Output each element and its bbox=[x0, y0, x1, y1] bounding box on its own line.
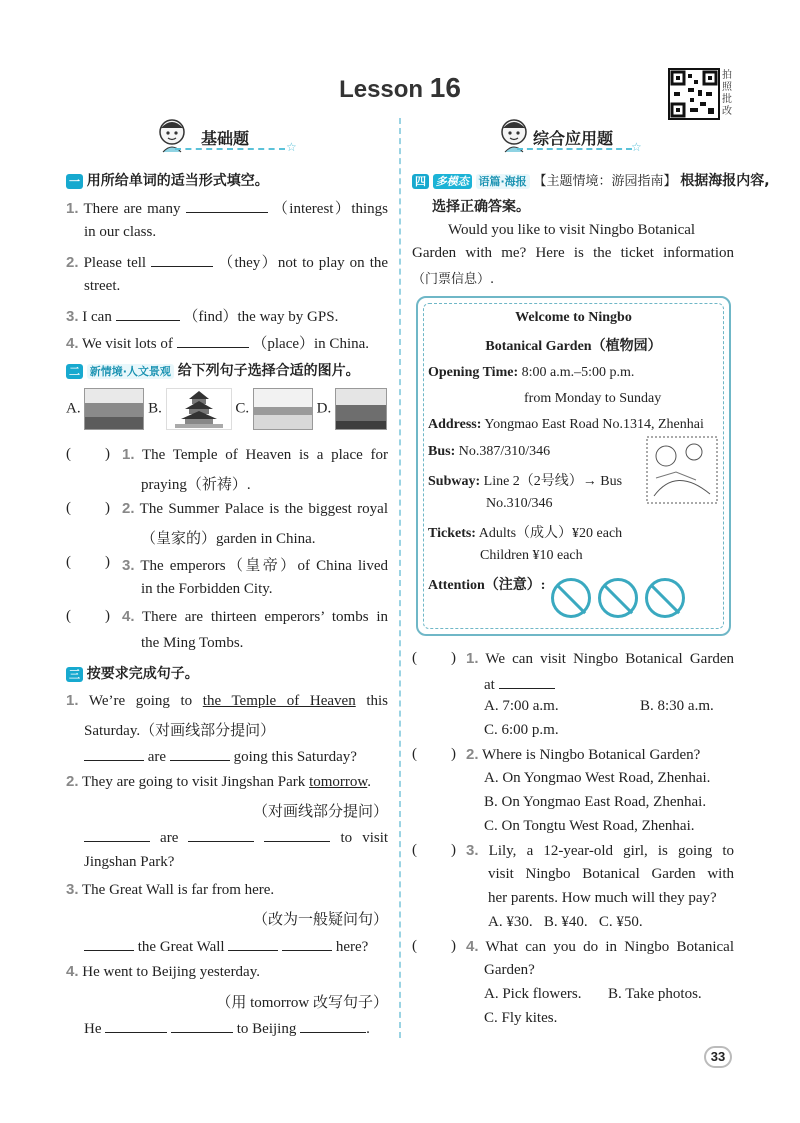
p2-q3-line1 bbox=[122, 554, 388, 575]
bracket-open: ( bbox=[66, 608, 71, 624]
part4-tag: 多模态 bbox=[433, 174, 472, 189]
p1-q2-line1 bbox=[66, 251, 388, 272]
part1-badge: 一 bbox=[66, 174, 83, 189]
section-title-basic: 基础题 bbox=[201, 129, 250, 148]
answer-blank[interactable] bbox=[499, 674, 555, 689]
p2-q3-bracket[interactable] bbox=[66, 554, 110, 571]
part4-instruction-line2 bbox=[432, 196, 530, 216]
p3-q3-line2 bbox=[253, 908, 388, 929]
p2-q2-line2: （皇家的）garden in China. bbox=[141, 531, 316, 547]
q-number: 2. bbox=[66, 254, 79, 271]
q-text: Lily, a 12-year-old girl, is going to bbox=[488, 843, 734, 859]
star-icon: ☆ bbox=[286, 140, 297, 154]
intro-text: （门票信息）. bbox=[412, 272, 495, 287]
p3-q1-line1 bbox=[66, 692, 388, 710]
p2-q1-bracket[interactable] bbox=[66, 446, 110, 463]
q-text: （find）the way by GPS. bbox=[183, 309, 339, 325]
p2-q4-line2: the Ming Tombs. bbox=[141, 635, 244, 651]
part2-instr-text: 给下列句子选择合适的图片。 bbox=[177, 363, 360, 379]
answer-blank[interactable] bbox=[282, 936, 332, 951]
q-text: the Great Wall bbox=[137, 939, 225, 955]
answer-blank[interactable] bbox=[84, 746, 144, 761]
bracket-close: ) bbox=[105, 608, 110, 624]
q-text: . bbox=[367, 774, 371, 790]
p2-q2-bracket[interactable] bbox=[66, 500, 110, 517]
bracket-close: ) bbox=[105, 500, 110, 516]
q-number: 1. bbox=[122, 446, 135, 463]
picture-options bbox=[66, 388, 387, 430]
part3-badge: 三 bbox=[66, 667, 83, 682]
poster-title-text: Welcome to Ningbo bbox=[515, 310, 632, 325]
answer-blank[interactable] bbox=[264, 827, 330, 842]
part4-badge: 四 bbox=[412, 174, 429, 189]
r-q1-line2 bbox=[484, 674, 555, 694]
answer-blank[interactable] bbox=[188, 827, 254, 842]
bracket-close: ) bbox=[105, 554, 110, 570]
lesson-number: 16 bbox=[429, 72, 461, 103]
answer-blank[interactable] bbox=[84, 936, 134, 951]
part1-instruction bbox=[66, 170, 269, 190]
underlined-phrase: tomorrow bbox=[309, 774, 368, 790]
p1-q2-line2: street. bbox=[84, 278, 121, 294]
section-title-comprehensive: 综合应用题 bbox=[533, 129, 614, 148]
q-number: 4. bbox=[66, 963, 79, 980]
attention bbox=[428, 574, 545, 594]
p2-q1-line2: praying（祈祷）. bbox=[141, 477, 251, 493]
intro-line2: Garden with me? Here is the ticket information bbox=[412, 245, 734, 261]
r-q4-opt-b[interactable]: B. Take photos. bbox=[608, 986, 702, 1002]
answer-blank[interactable] bbox=[105, 1018, 167, 1033]
q-text: There are many bbox=[83, 201, 181, 217]
subway bbox=[428, 470, 622, 490]
bracket-close: ) bbox=[451, 938, 456, 954]
q-number: 1. bbox=[66, 692, 79, 709]
field-label: Subway: bbox=[428, 474, 481, 489]
answer-blank[interactable] bbox=[170, 746, 230, 761]
r-q2-opt-b[interactable]: B. On Yongmao East Road, Zhenhai. bbox=[484, 794, 707, 810]
opening-time bbox=[428, 365, 634, 381]
r-q4-bracket[interactable] bbox=[412, 938, 456, 955]
r-q3-line1 bbox=[466, 842, 734, 860]
p2-q2-line1 bbox=[122, 500, 388, 518]
part4-tag2: 语篇·海报 bbox=[476, 174, 530, 189]
bracket-open: ( bbox=[412, 938, 417, 954]
p3-q2-line1 bbox=[66, 773, 371, 791]
page-number: 33 bbox=[704, 1046, 732, 1068]
q-text: are bbox=[160, 830, 179, 846]
p3-q1-line2 bbox=[84, 719, 275, 740]
p1-q3 bbox=[66, 305, 338, 326]
r-q2-opt-c[interactable]: C. On Tongtu West Road, Zhenhai. bbox=[484, 818, 695, 834]
r-q1-bracket[interactable] bbox=[412, 650, 456, 667]
q-text: （interest）things bbox=[272, 201, 389, 217]
part4-instruction bbox=[412, 170, 770, 190]
tickets bbox=[428, 522, 622, 542]
bracket-open: ( bbox=[412, 842, 417, 858]
p2-q3-line2: in the Forbidden City. bbox=[141, 581, 273, 597]
q-number: 4. bbox=[66, 335, 79, 352]
p1-q1-line2: in our class. bbox=[84, 224, 157, 240]
poster-title-2 bbox=[418, 335, 729, 355]
ticket-poster bbox=[416, 296, 731, 636]
part4-instr-text2: 选择正确答案。 bbox=[432, 199, 530, 215]
r-q3-line2: visit Ningbo Botanical Garden with bbox=[488, 866, 734, 882]
basic-section-header bbox=[155, 118, 300, 158]
underlined-phrase: the Temple of Heaven bbox=[202, 693, 356, 709]
r-q2-line1 bbox=[466, 746, 700, 764]
bracket-close: ) bbox=[451, 842, 456, 858]
bracket-open: ( bbox=[66, 446, 71, 462]
q-number: 3. bbox=[66, 881, 79, 898]
bracket-open: ( bbox=[412, 650, 417, 666]
q-text: What can you do in Ningbo Botanical bbox=[485, 939, 735, 955]
poster-title-1 bbox=[418, 310, 729, 326]
r-q1-opt-a[interactable]: A. 7:00 a.m. bbox=[484, 698, 559, 714]
field-value: 8:00 a.m.–5:00 p.m. bbox=[521, 365, 635, 380]
q-text: The Temple of Heaven is a place for bbox=[141, 447, 388, 463]
no-plant-damage-sign-icon bbox=[645, 578, 685, 618]
r-q1-opt-b[interactable]: B. 8:30 a.m. bbox=[640, 698, 714, 714]
part3-instr-text: 按要求完成句子。 bbox=[86, 666, 199, 682]
answer-blank[interactable] bbox=[84, 827, 150, 842]
section-underline bbox=[175, 148, 285, 150]
poster-title-text: Botanical Garden（植物园） bbox=[485, 339, 662, 354]
q-text: this bbox=[366, 693, 389, 709]
q-number: 2. bbox=[466, 746, 479, 763]
scene-label: 【主题情境：游园指南】 bbox=[533, 174, 677, 189]
p3-q4-line2 bbox=[216, 991, 388, 1012]
r-q3-line3: her parents. How much will they pay? bbox=[488, 890, 717, 906]
picture-ming-tombs[interactable] bbox=[84, 388, 144, 430]
bracket-close: ) bbox=[105, 446, 110, 462]
option-label-c: C. bbox=[235, 400, 250, 417]
address bbox=[428, 417, 704, 433]
r-q2-bracket[interactable] bbox=[412, 746, 456, 763]
q-text: . bbox=[366, 1021, 370, 1037]
tickets-children: Children ¥10 each bbox=[480, 548, 583, 563]
picture-forbidden-city[interactable] bbox=[335, 388, 387, 430]
q-text: Where is Ningbo Botanical Garden? bbox=[482, 747, 701, 763]
lesson-word: Lesson bbox=[339, 76, 424, 103]
temple-icon bbox=[167, 389, 231, 429]
q-text: （用 tomorrow 改写句子） bbox=[216, 995, 388, 1011]
r-q4-line2: Garden? bbox=[484, 962, 535, 978]
q-number: 2. bbox=[122, 500, 135, 517]
q-number: 3. bbox=[122, 557, 135, 574]
p3-q4-line3 bbox=[84, 1018, 370, 1038]
answer-blank[interactable] bbox=[228, 936, 278, 951]
answer-blank[interactable] bbox=[116, 306, 180, 321]
part1-instr-text: 用所给单词的适当形式填空。 bbox=[86, 173, 269, 189]
q-number: 4. bbox=[122, 608, 135, 625]
q-text: （place）in China. bbox=[252, 336, 370, 352]
bracket-open: ( bbox=[66, 500, 71, 516]
field-value: No.387/310/346 bbox=[458, 444, 551, 459]
p3-q2-line2 bbox=[253, 800, 388, 821]
p3-q4-line1 bbox=[66, 963, 260, 981]
q-text: He went to Beijing yesterday. bbox=[82, 964, 260, 980]
r-q1-line1 bbox=[466, 650, 734, 668]
p2-q4-line1 bbox=[122, 608, 388, 626]
q-text: I can bbox=[82, 309, 112, 325]
q-text: （对画线部分提问） bbox=[252, 804, 388, 820]
q-text: The Summer Palace is the biggest royal bbox=[139, 501, 388, 517]
q-text: The Great Wall is far from here. bbox=[82, 882, 275, 898]
p1-q1-line1 bbox=[66, 197, 388, 218]
q-text: He bbox=[84, 1021, 102, 1037]
q-number: 1. bbox=[66, 200, 79, 217]
answer-blank[interactable] bbox=[177, 333, 249, 348]
r-q4-opt-a[interactable]: A. Pick flowers. bbox=[484, 986, 582, 1002]
q-text: Saturday.（对画线部分提问） bbox=[84, 723, 276, 739]
q-text: （they）not to play on the bbox=[218, 255, 389, 271]
qr-code-icon[interactable] bbox=[668, 68, 720, 120]
field-label: Address: bbox=[428, 417, 482, 432]
r-q3-bracket[interactable] bbox=[412, 842, 456, 859]
q-text: to Beijing bbox=[236, 1021, 297, 1037]
answer-blank[interactable] bbox=[186, 198, 268, 213]
picture-temple-of-heaven[interactable] bbox=[166, 388, 232, 430]
field-label: Attention（注意）: bbox=[428, 578, 546, 593]
q-text: here? bbox=[335, 939, 369, 955]
r-q1-opt-c[interactable]: C. 6:00 p.m. bbox=[484, 722, 559, 738]
p3-q3-line3 bbox=[84, 936, 368, 956]
r-q3-options[interactable]: A. ¥30. B. ¥40. C. ¥50. bbox=[488, 914, 643, 930]
part2-instruction bbox=[66, 360, 360, 380]
q-number: 3. bbox=[466, 842, 479, 859]
field-value: Line 2（2号线）→ Bus bbox=[483, 474, 623, 489]
field-value: Yongmao East Road No.1314, Zhenhai bbox=[484, 417, 704, 432]
q-number: 2. bbox=[66, 773, 79, 790]
option-label-d: D. bbox=[316, 400, 332, 417]
p2-q4-bracket[interactable] bbox=[66, 608, 110, 625]
p3-q1-line3 bbox=[84, 746, 357, 766]
q-text: are bbox=[147, 749, 167, 765]
opening-days: from Monday to Sunday bbox=[524, 391, 662, 406]
p3-q2-line3 bbox=[84, 827, 388, 847]
answer-blank[interactable] bbox=[151, 252, 213, 267]
q-text: They are going to visit Jingshan Park bbox=[82, 774, 306, 790]
intro-line3 bbox=[412, 268, 494, 288]
garden-illustration-icon bbox=[646, 436, 718, 504]
p3-q3-line1 bbox=[66, 881, 274, 899]
part3-instruction bbox=[66, 663, 199, 683]
column-divider bbox=[399, 118, 401, 1038]
p2-q1-line1 bbox=[122, 446, 388, 464]
subway-bus: No.310/346 bbox=[486, 496, 553, 511]
q-text: The emperors（皇帝）of China lived bbox=[140, 558, 389, 574]
q-text: We visit lots of bbox=[82, 336, 173, 352]
intro-line1: Would you like to visit Ningbo Botanical bbox=[448, 222, 696, 238]
answer-blank[interactable] bbox=[300, 1018, 366, 1033]
field-label: Bus: bbox=[428, 444, 456, 459]
option-label-b: B. bbox=[148, 400, 162, 417]
no-picking-flowers-sign-icon bbox=[551, 578, 591, 618]
part2-badge: 二 bbox=[66, 364, 83, 379]
part2-tag: 新情境·人文景观 bbox=[87, 364, 174, 379]
r-q2-opt-a[interactable]: A. On Yongmao West Road, Zhenhai. bbox=[484, 770, 711, 786]
q-number: 1. bbox=[466, 650, 479, 667]
no-kite-flying-sign-icon bbox=[598, 578, 638, 618]
part4-instr-text: 根据海报内容, bbox=[680, 173, 770, 189]
q-text: Please tell bbox=[83, 255, 147, 271]
bracket-close: ) bbox=[451, 650, 456, 666]
q-number: 3. bbox=[66, 308, 79, 325]
p3-q2-line4: Jingshan Park? bbox=[84, 854, 175, 870]
q-text: at bbox=[484, 677, 495, 693]
section-underline bbox=[517, 148, 632, 150]
bracket-open: ( bbox=[66, 554, 71, 570]
picture-summer-palace[interactable] bbox=[253, 388, 313, 430]
r-q4-line1 bbox=[466, 938, 734, 956]
comprehensive-section-header bbox=[497, 118, 642, 158]
answer-blank[interactable] bbox=[171, 1018, 233, 1033]
q-text: going this Saturday? bbox=[233, 749, 357, 765]
field-label: Tickets: bbox=[428, 526, 476, 541]
q-number: 4. bbox=[466, 938, 479, 955]
star-icon: ☆ bbox=[631, 140, 642, 154]
bus bbox=[428, 444, 550, 460]
p1-q4 bbox=[66, 332, 369, 353]
field-value: Adults（成人）¥20 each bbox=[478, 526, 623, 541]
bracket-close: ) bbox=[451, 746, 456, 762]
q-text: There are thirteen emperors’ tombs in bbox=[142, 609, 388, 625]
field-label: Opening Time: bbox=[428, 365, 519, 380]
bracket-open: ( bbox=[412, 746, 417, 762]
q-text: We can visit Ningbo Botanical Garden bbox=[485, 651, 734, 667]
q-text: We’re going to bbox=[88, 693, 193, 709]
q-text: to visit bbox=[340, 830, 389, 846]
qr-caption: 拍照批改 bbox=[722, 70, 732, 117]
r-q4-opt-c[interactable]: C. Fly kites. bbox=[484, 1010, 558, 1026]
option-label-a: A. bbox=[66, 400, 81, 417]
q-text: （改为一般疑问句） bbox=[252, 912, 388, 928]
